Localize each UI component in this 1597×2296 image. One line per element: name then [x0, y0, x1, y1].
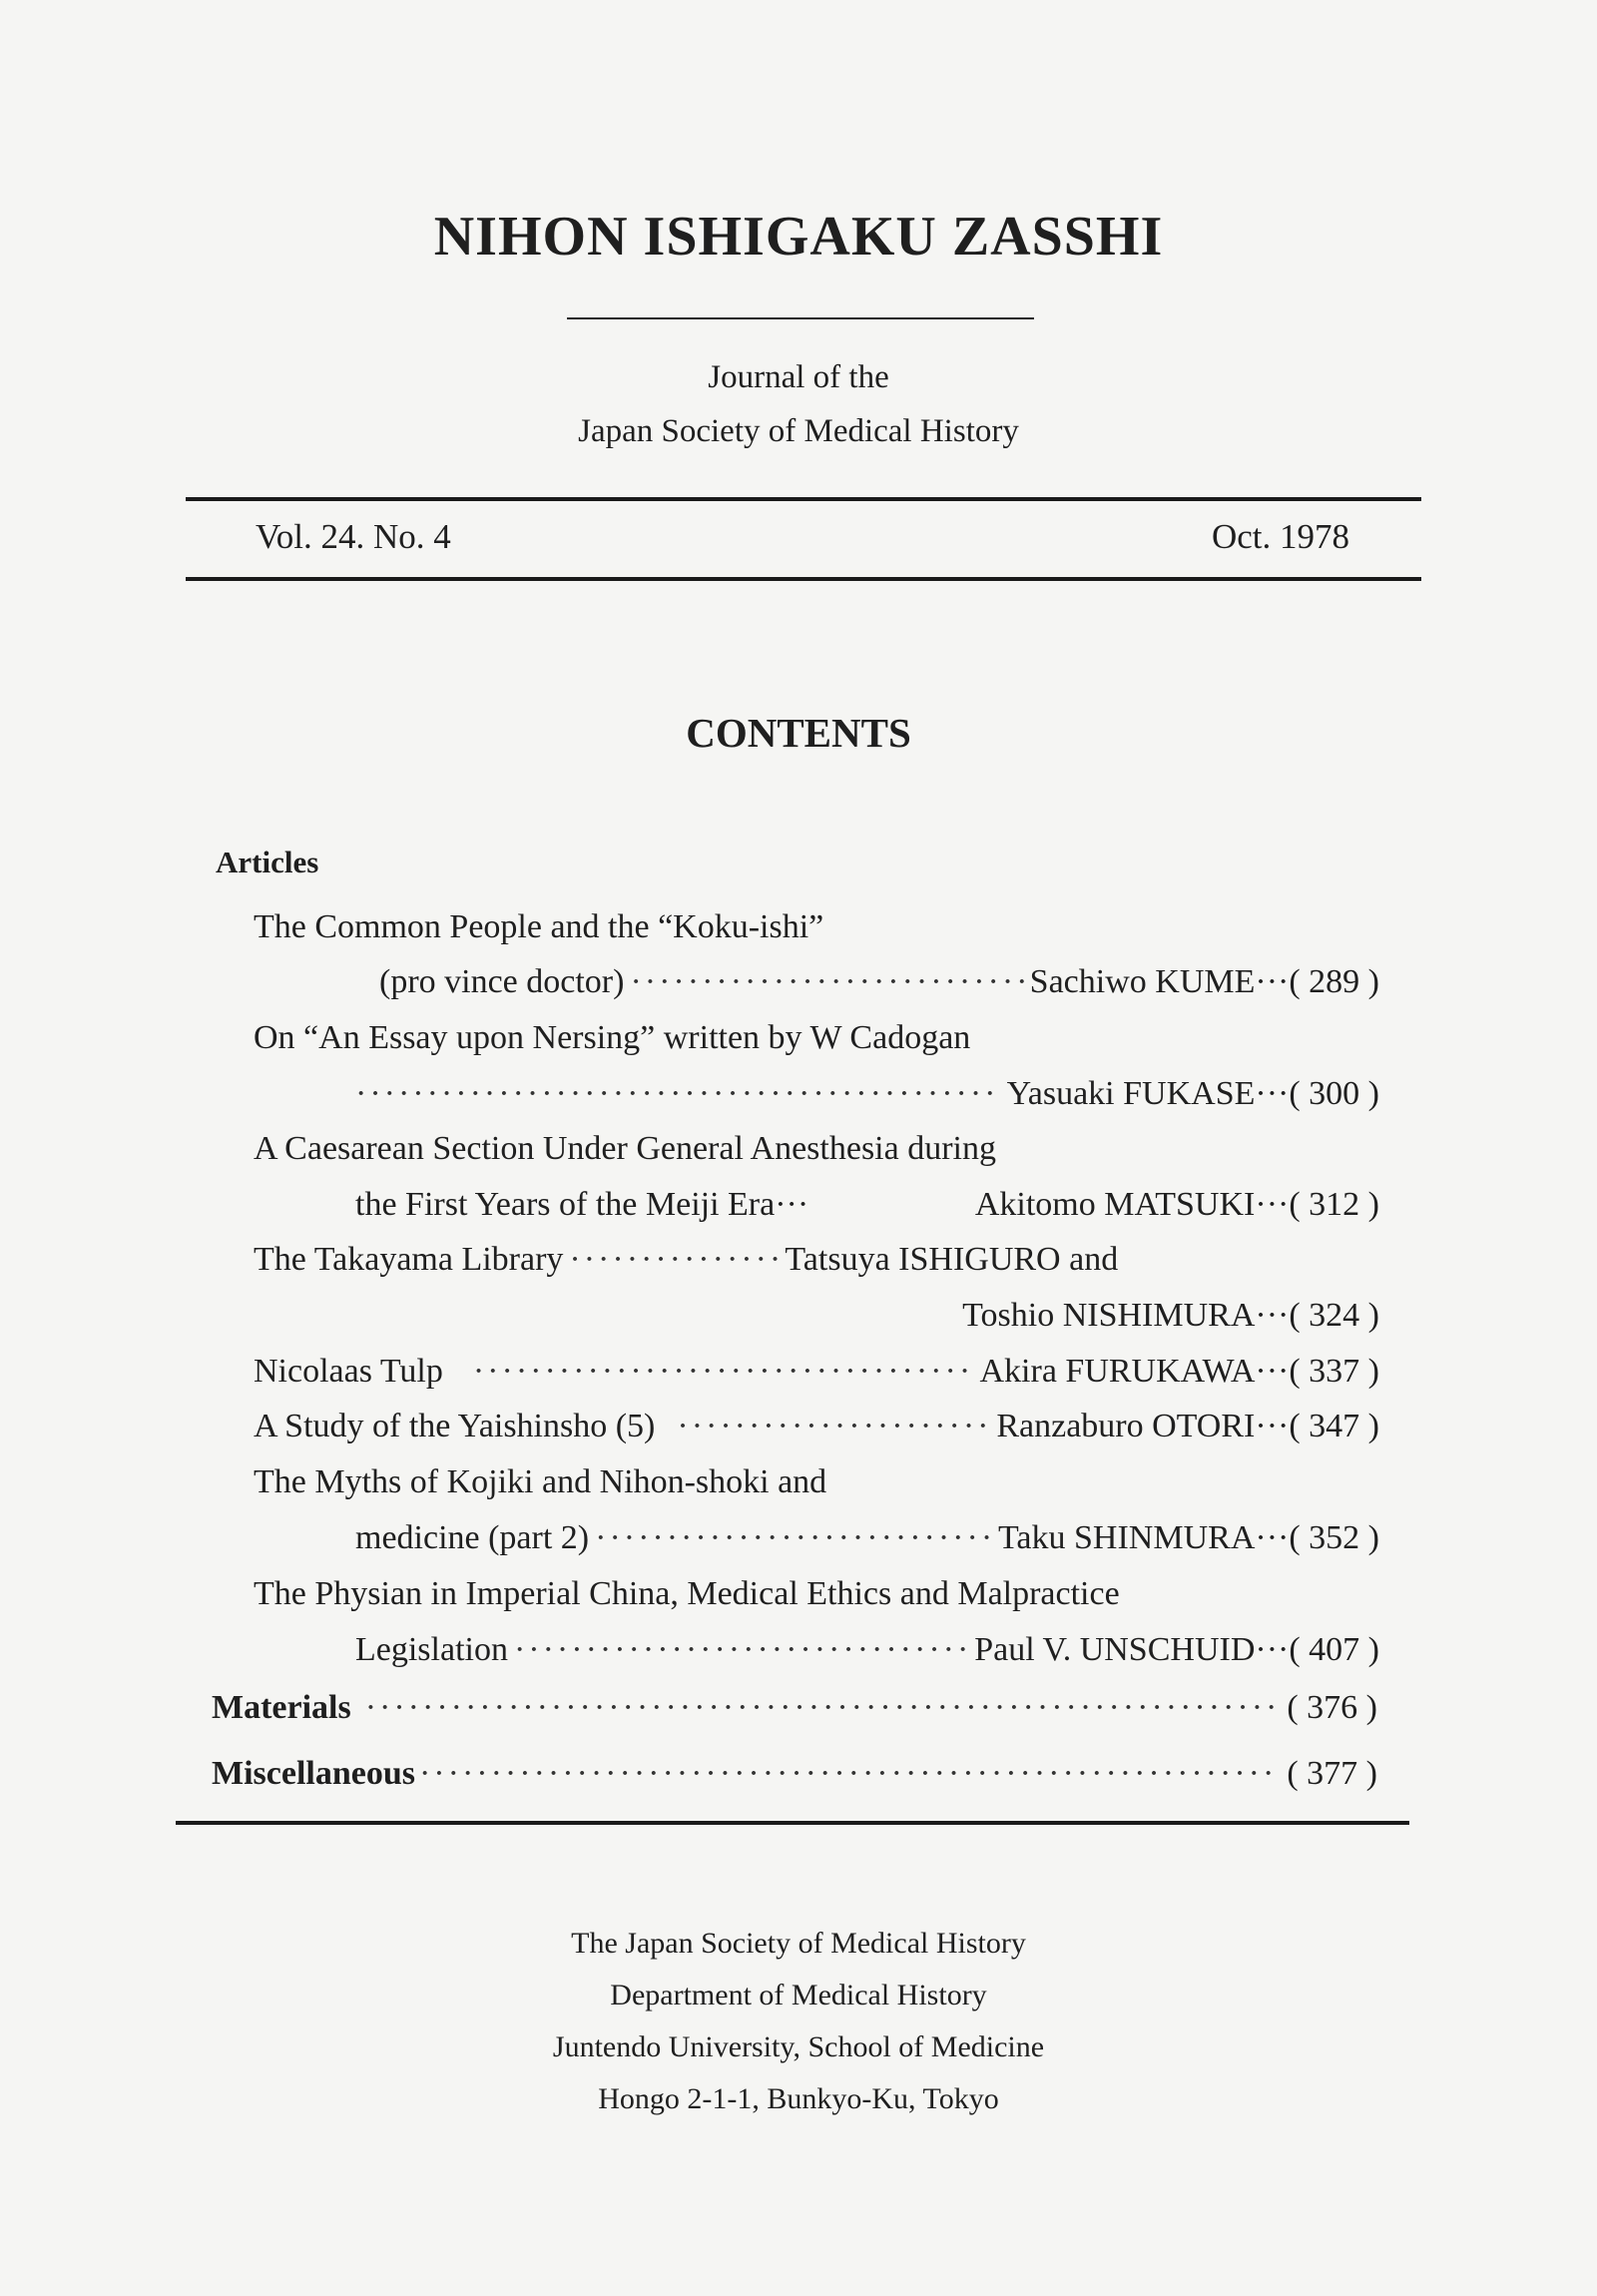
article-title: The Takayama Library: [254, 1241, 564, 1278]
issue-date: Oct. 1978: [1211, 517, 1349, 556]
contents-rule-bottom: [176, 1821, 1409, 1825]
header-rule-top: [186, 497, 1421, 501]
toc-entry: [254, 1408, 1379, 1445]
dot-leader: [473, 1353, 974, 1391]
page-separator: ···: [1255, 963, 1290, 1000]
page-separator: ···: [1255, 1297, 1290, 1334]
article-author: Tatsuya ISHIGURO and: [785, 1241, 1119, 1278]
publisher-address: Hongo 2-1-1, Bunkyo-Ku, Tokyo: [598, 2082, 999, 2115]
contents-heading: CONTENTS: [686, 710, 911, 756]
header-rule-bottom: [186, 577, 1421, 581]
volume-number: Vol. 24. No. 4: [256, 517, 451, 556]
page-number: ( 352 ): [1289, 1519, 1379, 1556]
subtitle-line-1: Journal of the: [708, 359, 889, 395]
article-title: The Common People and the “Koku-ishi”: [254, 908, 824, 945]
miscellaneous-label: Miscellaneous: [212, 1755, 415, 1792]
subtitle-line-2: Japan Society of Medical History: [578, 413, 1019, 449]
toc-entry: [379, 963, 1379, 1001]
materials-label: Materials: [212, 1689, 351, 1726]
page-number: ( 407 ): [1289, 1631, 1379, 1668]
toc-entry: [254, 1241, 1252, 1279]
toc-entry: [355, 1186, 1379, 1224]
publisher-department: Department of Medical History: [610, 1979, 987, 2011]
toc-entry-materials: [212, 1689, 1377, 1727]
article-title: The Physian in Imperial China, Medical Ethics and Malpractice: [254, 1575, 1120, 1612]
article-author: Ranzaburo OTORI: [996, 1408, 1256, 1444]
page-separator: ···: [1255, 1631, 1290, 1668]
title-separator: ···: [775, 1186, 809, 1223]
page-separator: ···: [1255, 1186, 1290, 1223]
articles-heading: Articles: [216, 845, 319, 879]
page-separator: ···: [1255, 1408, 1290, 1444]
page-number: ( 300 ): [1289, 1075, 1379, 1112]
toc-entry-miscellaneous: [212, 1755, 1377, 1793]
article-author: Sachiwo KUME: [1029, 963, 1256, 1000]
page-number: ( 337 ): [1289, 1353, 1379, 1390]
page-separator: ···: [1255, 1353, 1290, 1390]
page-separator: ···: [1255, 1075, 1290, 1112]
page-number: ( 377 ): [1287, 1755, 1377, 1792]
article-author: Taku SHINMURA: [998, 1519, 1256, 1556]
dot-leader: [569, 1241, 779, 1279]
toc-entry: [355, 1519, 1379, 1557]
dot-leader: [419, 1755, 1281, 1793]
page-number: ( 347 ): [1289, 1408, 1379, 1444]
article-author: Akira FURUKAWA: [979, 1353, 1256, 1390]
toc-entry: [355, 1075, 1379, 1113]
journal-title: NIHON ISHIGAKU ZASSHI: [433, 206, 1164, 268]
dot-leader: [595, 1519, 992, 1557]
article-title-cont: (pro vince doctor): [379, 963, 625, 1000]
page-separator: ···: [1255, 1519, 1290, 1556]
article-title: The Myths of Kojiki and Nihon-shoki and: [254, 1463, 827, 1500]
title-divider: [567, 317, 1034, 319]
article-title: Nicolaas Tulp: [254, 1353, 443, 1390]
article-title: A Study of the Yaishinsho (5): [254, 1408, 656, 1444]
page-number: ( 376 ): [1287, 1689, 1377, 1726]
article-title-cont: the First Years of the Meiji Era: [355, 1186, 776, 1223]
publisher-institution: Juntendo University, School of Medicine: [552, 2030, 1045, 2063]
page-number: ( 289 ): [1289, 963, 1379, 1000]
dot-leader: [365, 1689, 1282, 1727]
dot-leader: [514, 1631, 968, 1669]
article-title: A Caesarean Section Under General Anesthesia during: [254, 1130, 996, 1167]
article-author: Yasuaki FUKASE: [1006, 1075, 1256, 1112]
toc-entry: [355, 1631, 1379, 1669]
dot-leader: [630, 963, 1023, 1001]
toc-entry: [254, 1353, 1379, 1391]
dot-leader: [355, 1075, 1001, 1113]
article-title-cont: Legislation: [355, 1631, 508, 1668]
page-number: ( 324 ): [1289, 1297, 1379, 1334]
page-number: ( 312 ): [1289, 1186, 1379, 1223]
toc-entry-cont: [962, 1297, 1379, 1335]
article-title: On “An Essay upon Nersing” written by W Cadogan: [254, 1019, 971, 1056]
article-author: Toshio NISHIMURA: [962, 1297, 1256, 1334]
article-author: Akitomo MATSUKI: [974, 1186, 1256, 1223]
article-title-cont: medicine (part 2): [355, 1519, 590, 1556]
dot-leader: [677, 1408, 990, 1445]
article-author: Paul V. UNSCHUID: [974, 1631, 1256, 1668]
publisher-name: The Japan Society of Medical History: [571, 1927, 1026, 1960]
